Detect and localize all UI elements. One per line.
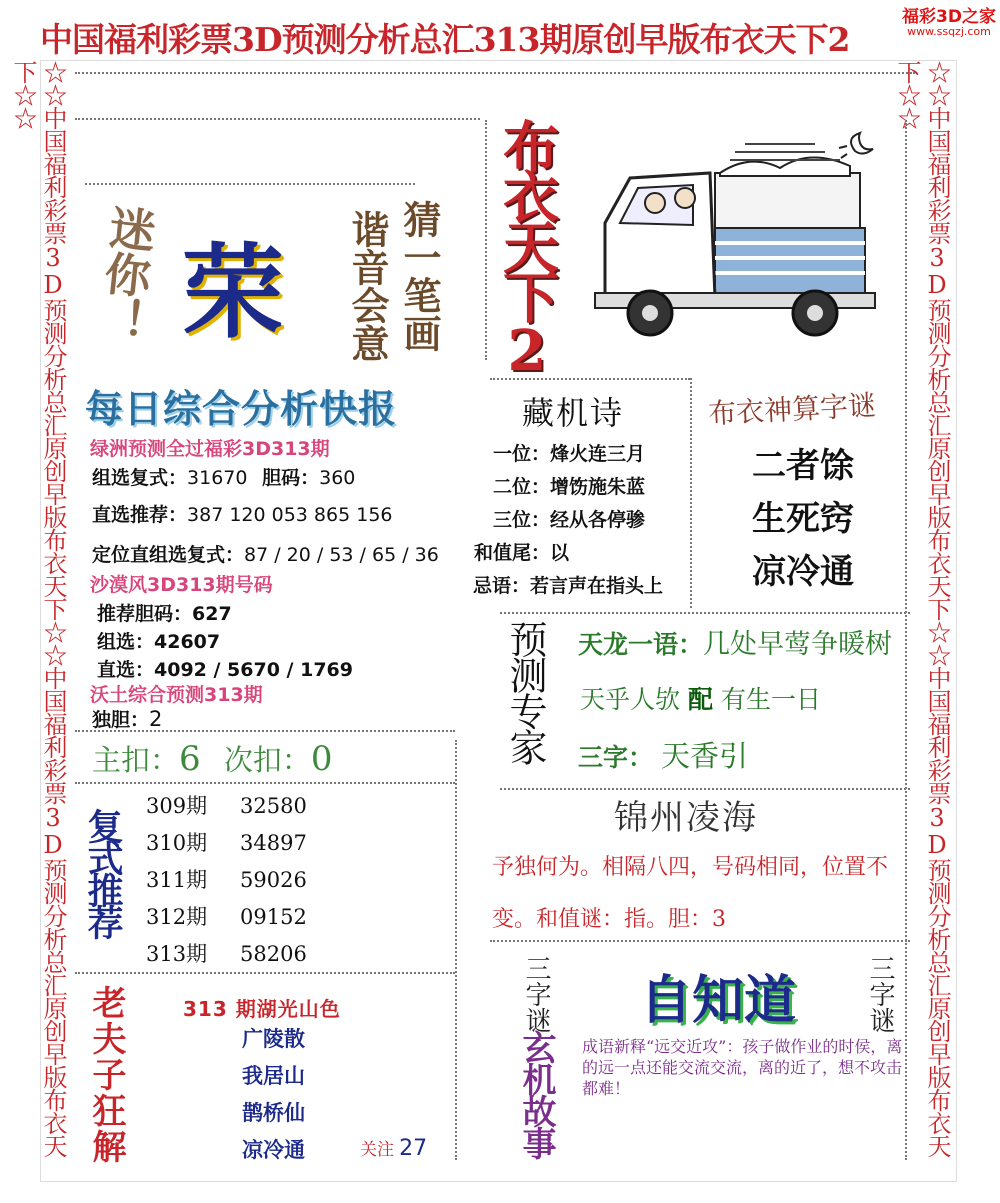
old-master-vertical-label: 老夫子狂解 bbox=[86, 985, 126, 1165]
divider bbox=[75, 782, 455, 784]
list-item: 二者馀 bbox=[752, 446, 854, 486]
table-row bbox=[146, 790, 307, 827]
poem-label: 和值尾： bbox=[473, 542, 550, 564]
direct-label: 直选推荐： bbox=[92, 504, 188, 526]
poem-text: 若言声在指头上 bbox=[530, 575, 664, 597]
divider bbox=[455, 740, 457, 1160]
list-item: 我居山 bbox=[242, 1064, 305, 1088]
riddle-hint-2: 谐音会意 bbox=[345, 210, 390, 362]
group-label: 组选复式： bbox=[92, 467, 188, 489]
poem-text: 以 bbox=[550, 542, 570, 564]
divider bbox=[75, 72, 915, 74]
direct-row bbox=[92, 500, 393, 527]
follow-row bbox=[360, 1135, 427, 1161]
sub-pick-value: 0 bbox=[310, 739, 333, 779]
old-master-lines bbox=[242, 1021, 305, 1169]
main-pick-label: 主扣： bbox=[92, 743, 180, 777]
divider bbox=[85, 183, 415, 185]
main-pick-value: 6 bbox=[179, 739, 201, 779]
divider bbox=[490, 378, 690, 380]
brand-vertical-title: 布衣天下2 bbox=[494, 118, 560, 378]
divider bbox=[75, 118, 480, 120]
expert-line-2-post: 有生一日 bbox=[720, 685, 821, 714]
shamo-dan: 推荐胆码：627 bbox=[97, 603, 232, 625]
list-item: 凉冷通 bbox=[242, 1138, 305, 1162]
expert-line-2 bbox=[580, 680, 821, 716]
shamo-title: 沙漠风3D313期号码 bbox=[90, 574, 273, 596]
three-char-center: 自知道 bbox=[640, 971, 797, 1031]
shamo-group: 组选：42607 bbox=[97, 631, 221, 653]
position-value: 87 / 20 / 53 / 65 / 36 bbox=[244, 544, 439, 566]
period-cell: 312期 bbox=[146, 905, 208, 929]
wotu-row bbox=[92, 705, 162, 732]
compound-table bbox=[146, 790, 307, 975]
direct-value: 387 120 053 865 156 bbox=[187, 504, 393, 526]
old-master-title: 313 期湖光山色 bbox=[183, 997, 341, 1021]
riddle-left-label: 迷你！ bbox=[90, 202, 160, 346]
list-item bbox=[470, 537, 663, 570]
site-logo[interactable] bbox=[898, 2, 1000, 38]
number-cell: 09152 bbox=[240, 905, 307, 929]
dan-label: 胆码： bbox=[262, 467, 320, 489]
truck-illustration bbox=[585, 118, 910, 348]
site-logo-url: www.ssqzj.com bbox=[907, 25, 991, 38]
poem-lines bbox=[470, 438, 663, 603]
poem-label: 一位： bbox=[492, 443, 550, 465]
list-item bbox=[470, 438, 663, 471]
poem-label: 三位： bbox=[492, 509, 550, 531]
period-cell: 313期 bbox=[146, 942, 208, 966]
position-row bbox=[92, 540, 439, 567]
mystery-text: 成语新释“远交近攻”：孩子做作业的时侯，离的远一点还能交流交流，离的近了，想不攻击都难！ bbox=[582, 1037, 903, 1098]
list-item bbox=[470, 504, 663, 537]
expert-vertical-label: 预测专家 bbox=[503, 620, 547, 764]
divider bbox=[500, 612, 910, 614]
jinzhou-title: 锦州凌海 bbox=[614, 798, 758, 838]
three-char-left-label: 三字谜 bbox=[521, 955, 551, 1033]
three-char-right-label: 三字谜 bbox=[865, 955, 895, 1033]
divider bbox=[690, 378, 692, 608]
wotu-label: 独胆： bbox=[92, 709, 150, 731]
position-label: 定位直组选复式： bbox=[92, 544, 245, 566]
poem-label: 忌语： bbox=[472, 575, 530, 597]
table-row bbox=[146, 827, 307, 864]
poem-text: 烽火连三月 bbox=[550, 443, 646, 465]
shamo-direct: 直选：4092 / 5670 / 1769 bbox=[97, 659, 353, 681]
expert-line-1 bbox=[578, 622, 892, 661]
follow-value: 27 bbox=[399, 1136, 428, 1161]
list-item: 广陵散 bbox=[242, 1027, 305, 1051]
main-pick-row bbox=[92, 738, 333, 779]
expert-line-3-label: 三字： bbox=[578, 743, 654, 772]
poem-text: 经从各停骖 bbox=[550, 509, 646, 531]
jinzhou-text: 予独何为。相隔八四，号码相同，位置不变。和值谜：指。胆：3 bbox=[492, 855, 889, 932]
table-row bbox=[146, 864, 307, 901]
word-riddle-lines bbox=[752, 440, 854, 599]
wotu-title: 沃土综合预测313期 bbox=[90, 684, 263, 706]
group-compound-row bbox=[92, 463, 355, 490]
expert-line-3 bbox=[578, 734, 748, 775]
page-title: 中国福利彩票3D预测分析总汇313期原创早版布衣天下2 bbox=[40, 20, 850, 59]
group-value: 31670 bbox=[187, 467, 248, 489]
lvzhou-title: 绿洲预测全过福彩3D313期 bbox=[90, 438, 330, 460]
list-item: 鹊桥仙 bbox=[242, 1101, 305, 1125]
expert-line-2-pre: 天乎人欤 bbox=[580, 685, 681, 714]
expert-line-1-label: 天龙一语： bbox=[578, 630, 704, 659]
compound-vertical-label: 复式推荐 bbox=[82, 808, 124, 936]
riddle-big-char: 荣 bbox=[182, 234, 284, 353]
side-banner-right: ☆☆中国福利彩票3D预测分析总汇原创早版布衣天下☆☆中国福利彩票3D预测分析总汇原创早版布衣天下☆☆ bbox=[893, 60, 951, 1157]
daily-report-title: 每日综合分析快报 bbox=[85, 387, 398, 431]
number-cell: 34897 bbox=[240, 831, 307, 855]
list-item: 凉冷通 bbox=[752, 552, 854, 592]
table-row bbox=[146, 938, 307, 975]
sub-pick-label: 次扣： bbox=[223, 743, 311, 777]
number-cell: 58206 bbox=[240, 942, 307, 966]
expert-line-2-mid: 配 bbox=[687, 685, 713, 714]
riddle-hint-1: 猜一笔画 bbox=[397, 200, 442, 352]
word-riddle-title: 布衣神算字谜 bbox=[707, 388, 877, 431]
table-row bbox=[146, 901, 307, 938]
mystery-vertical-label: 玄机故事 bbox=[516, 1030, 556, 1158]
wotu-value: 2 bbox=[149, 707, 163, 731]
list-item: 生死窍 bbox=[752, 499, 854, 539]
expert-line-3-text: 天香引 bbox=[661, 739, 749, 773]
list-item bbox=[470, 471, 663, 504]
list-item bbox=[470, 570, 663, 603]
dan-value: 360 bbox=[319, 467, 356, 489]
period-cell: 311期 bbox=[146, 868, 208, 892]
number-cell: 59026 bbox=[240, 868, 307, 892]
poem-text: 增饬施朱蓝 bbox=[550, 476, 646, 498]
period-cell: 309期 bbox=[146, 794, 208, 818]
number-cell: 32580 bbox=[240, 794, 307, 818]
poem-label: 二位： bbox=[492, 476, 550, 498]
site-logo-name: 福彩3D之家 bbox=[902, 7, 996, 27]
follow-label: 关注 bbox=[360, 1140, 394, 1160]
expert-line-1-text: 几处早莺争暖树 bbox=[703, 629, 893, 660]
side-banner-left: ☆☆中国福利彩票3D预测分析总汇原创早版布衣天下☆☆中国福利彩票3D预测分析总汇原创早版布衣天下☆☆ bbox=[9, 60, 67, 1157]
poem-title: 藏机诗 bbox=[522, 394, 625, 432]
period-cell: 310期 bbox=[146, 831, 208, 855]
